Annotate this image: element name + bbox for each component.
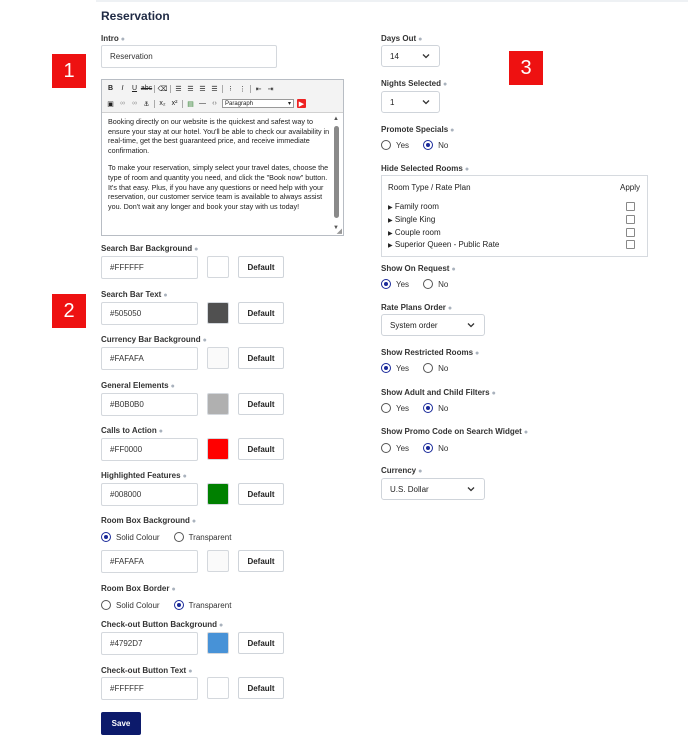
info-icon: ● [202,337,207,344]
indent-icon[interactable]: ⇥ [267,85,274,93]
editor-paragraph-1: Booking directly on our website is the quickest and safest way to ensure your stay at our hotel. You'll be able to check our availability in real-time, get the best guaranteed price, and receive immediate confirmation. [108,117,330,155]
intro-label: Intro ● [101,34,126,43]
intro-rich-text-editor[interactable] [101,79,344,236]
color-swatch[interactable] [207,393,229,415]
radio-button [174,600,184,610]
radio-yes[interactable]: Yes [381,443,409,453]
info-icon: ● [451,266,456,273]
radio-solid-colour[interactable]: Solid Colour [101,600,160,610]
calls-to-action-input[interactable]: #FF0000 [101,438,198,461]
intro-title-input[interactable]: Reservation [101,45,277,68]
section-title: Reservation [101,9,170,23]
caret-right-icon: ▶ [388,218,393,224]
youtube-icon[interactable]: ▶ [298,100,305,108]
radio-button [381,140,391,150]
info-icon: ● [450,127,455,134]
search-bar-text-input[interactable]: #505050 [101,302,198,325]
default-button[interactable]: Default [238,302,284,324]
radio-button [381,279,391,289]
horizontal-rule-icon[interactable]: ― [199,100,206,107]
align-right-icon[interactable]: ☰ [199,85,206,93]
radio-yes[interactable]: Yes [381,403,409,413]
show-promo-radio-group [381,443,462,453]
editor-paragraph-2: To make your reservation, simply select your travel dates, choose the type of room and quantity you need, and click the "Book now" button. It's that easy. Plus, if you have any questions or need help with your reservation, our customer service team is available to always assist you. Don't wait any longer and book your stay with us today! [108,163,329,211]
apply-checkbox[interactable] [626,240,635,249]
bulleted-list-icon[interactable]: ⁝ [229,85,232,93]
bold-icon[interactable]: B [107,85,114,92]
italic-icon[interactable]: I [121,85,124,92]
search-bar-text-label: Search Bar Text ● [101,290,168,299]
general-elements-label: General Elements ● [101,381,175,390]
chevron-down-icon [421,51,431,61]
radio-button [423,140,433,150]
show-on-request-radio-group [381,279,462,289]
currency-select[interactable]: U.S. Dollar [381,478,485,500]
editor-scrollbar[interactable] [332,116,341,231]
info-icon: ● [447,305,453,312]
default-button[interactable]: Default [238,632,284,654]
radio-no[interactable]: No [423,140,448,150]
days-out-label: Days Out ● [381,34,423,43]
calls-to-action-label: Calls to Action ● [101,426,163,435]
subscript-icon[interactable]: x₂ [159,100,166,107]
resize-handle-icon[interactable]: ◢ [336,228,342,235]
editor-toolbar [102,80,343,113]
underline-icon[interactable]: U [131,85,138,92]
scroll-up-icon: ▲ [333,116,339,122]
align-center-icon[interactable]: ☰ [187,85,194,93]
currency-label: Currency ● [381,466,423,475]
radio-no[interactable]: No [423,279,448,289]
show-restricted-radio-group [381,363,462,373]
color-swatch[interactable] [207,677,229,699]
column-header-apply: Apply [619,183,640,192]
checkout-bg-label: Check-out Button Background ● [101,620,224,629]
default-button[interactable]: Default [238,438,284,460]
currency-bar-background-input[interactable]: #FAFAFA [101,347,198,370]
info-icon: ● [464,166,470,173]
image-icon[interactable]: ▣ [107,100,114,108]
align-left-icon[interactable]: ☰ [175,85,182,93]
chevron-down-icon [466,320,476,330]
radio-button [381,403,391,413]
info-icon: ● [191,518,197,525]
default-button[interactable]: Default [238,347,284,369]
radio-yes[interactable]: Yes [381,279,409,289]
radio-button [101,600,111,610]
room-box-background-radio-group [101,532,245,542]
callout-badge-3: 3 [509,51,543,85]
promote-specials-label: Promote Specials ● [381,125,455,134]
caret-right-icon: ▶ [388,205,393,211]
radio-transparent[interactable]: Transparent [174,532,232,542]
color-swatch[interactable] [207,438,229,460]
info-icon: ● [120,36,126,43]
chevron-down-icon [421,97,431,107]
info-icon: ● [523,429,529,436]
apply-checkbox[interactable] [626,215,635,224]
align-justify-icon[interactable]: ☰ [211,85,218,93]
hide-selected-rooms-label: Hide Selected Rooms ● [381,164,470,173]
search-bar-background-input[interactable]: #FFFFFF [101,256,198,279]
save-button[interactable]: Save [101,712,141,735]
unlink-icon[interactable]: ∞ [132,100,137,107]
superscript-icon[interactable]: x² [171,100,178,107]
radio-transparent[interactable]: Transparent [174,600,232,610]
radio-yes[interactable]: Yes [381,363,409,373]
default-button[interactable]: Default [238,393,284,415]
radio-button [423,363,433,373]
show-restricted-rooms-label: Show Restricted Rooms ● [381,348,480,357]
radio-button [381,443,391,453]
info-icon: ● [418,36,423,43]
callout-badge-2: 2 [52,294,86,328]
link-icon[interactable]: ∞ [120,100,125,107]
color-swatch[interactable] [207,347,229,369]
chevron-down-icon [466,484,476,494]
radio-no[interactable]: No [423,403,448,413]
info-icon: ● [475,350,480,357]
show-filters-label: Show Adult and Child Filters ● [381,388,496,397]
table-header [388,183,640,192]
show-promo-label: Show Promo Code on Search Widget ● [381,427,529,436]
radio-button [423,279,433,289]
format-select[interactable]: Paragraph ▾ [222,99,294,108]
color-swatch[interactable] [207,256,229,278]
color-swatch[interactable] [207,632,229,654]
table-row[interactable]: ▶ Superior Queen - Public Rate [388,240,635,249]
info-icon: ● [194,246,199,253]
source-code-icon[interactable]: ‹› [212,100,217,107]
apply-checkbox[interactable] [626,202,635,211]
default-button[interactable]: Default [238,677,284,699]
hide-rooms-table [381,175,648,257]
info-icon: ● [491,390,496,397]
scroll-down-icon: ▼ [333,225,339,231]
radio-no[interactable]: No [423,443,448,453]
nights-selected-label: Nights Selected ● [381,79,448,88]
numbered-list-icon[interactable]: ⋮ [239,85,246,93]
default-button[interactable]: Default [238,483,284,505]
rate-plans-order-select[interactable]: System order [381,314,485,336]
radio-button [381,363,391,373]
room-box-background-label: Room Box Background ● [101,516,197,525]
scroll-thumb [334,126,339,218]
callout-badge-1: 1 [52,54,86,88]
table-row[interactable]: ▶ Family room [388,202,635,211]
days-out-select[interactable]: 14 [381,45,440,67]
insert-image-icon[interactable]: ▤ [187,100,194,108]
radio-button [423,443,433,453]
highlighted-features-input[interactable]: #008000 [101,483,198,506]
anchor-icon[interactable]: ⚓ [143,100,150,108]
room-box-border-label: Room Box Border ● [101,584,176,593]
color-swatch[interactable] [207,483,229,505]
default-button[interactable]: Default [238,256,284,278]
default-button[interactable]: Default [238,550,284,572]
radio-no[interactable]: No [423,363,448,373]
checkout-text-label: Check-out Button Text ● [101,666,193,675]
table-row[interactable]: ▶ Single King [388,215,635,224]
caret-right-icon: ▶ [388,243,393,249]
radio-solid-colour[interactable]: Solid Colour [101,532,160,542]
show-on-request-label: Show On Request ● [381,264,456,273]
eraser-icon[interactable]: ⌫ [157,85,168,93]
info-icon: ● [443,81,448,88]
strikethrough-icon[interactable]: abc [140,85,153,92]
radio-button [423,403,433,413]
info-icon: ● [170,383,175,390]
search-bar-background-label: Search Bar Background ● [101,244,199,253]
info-icon: ● [163,292,168,299]
info-icon: ● [158,428,163,435]
room-box-border-radio-group [101,600,245,610]
currency-bar-background-label: Currency Bar Background ● [101,335,207,344]
nights-selected-select[interactable]: 1 [381,91,440,113]
promote-specials-radio-group [381,140,462,150]
show-filters-radio-group [381,403,462,413]
info-icon: ● [418,468,423,475]
general-elements-input[interactable]: #B0B0B0 [101,393,198,416]
info-icon: ● [171,586,176,593]
rate-plans-order-label: Rate Plans Order ● [381,303,453,312]
top-divider [96,0,688,2]
highlighted-features-label: Highlighted Features ● [101,471,187,480]
info-icon: ● [182,473,187,480]
radio-button [101,532,111,542]
color-swatch[interactable] [207,550,229,572]
room-box-background-input[interactable]: #FAFAFA [101,550,198,573]
table-row[interactable]: ▶ Couple room [388,228,635,237]
info-icon: ● [219,622,224,629]
caret-right-icon: ▶ [388,231,393,237]
radio-yes[interactable]: Yes [381,140,409,150]
radio-button [174,532,184,542]
apply-checkbox[interactable] [626,228,635,237]
outdent-icon[interactable]: ⇤ [255,85,262,93]
color-swatch[interactable] [207,302,229,324]
column-header-room: Room Type / Rate Plan [388,183,471,192]
checkout-text-input[interactable]: #FFFFFF [101,677,198,700]
editor-content[interactable] [108,117,330,232]
checkout-bg-input[interactable]: #4792D7 [101,632,198,655]
info-icon: ● [188,668,193,675]
